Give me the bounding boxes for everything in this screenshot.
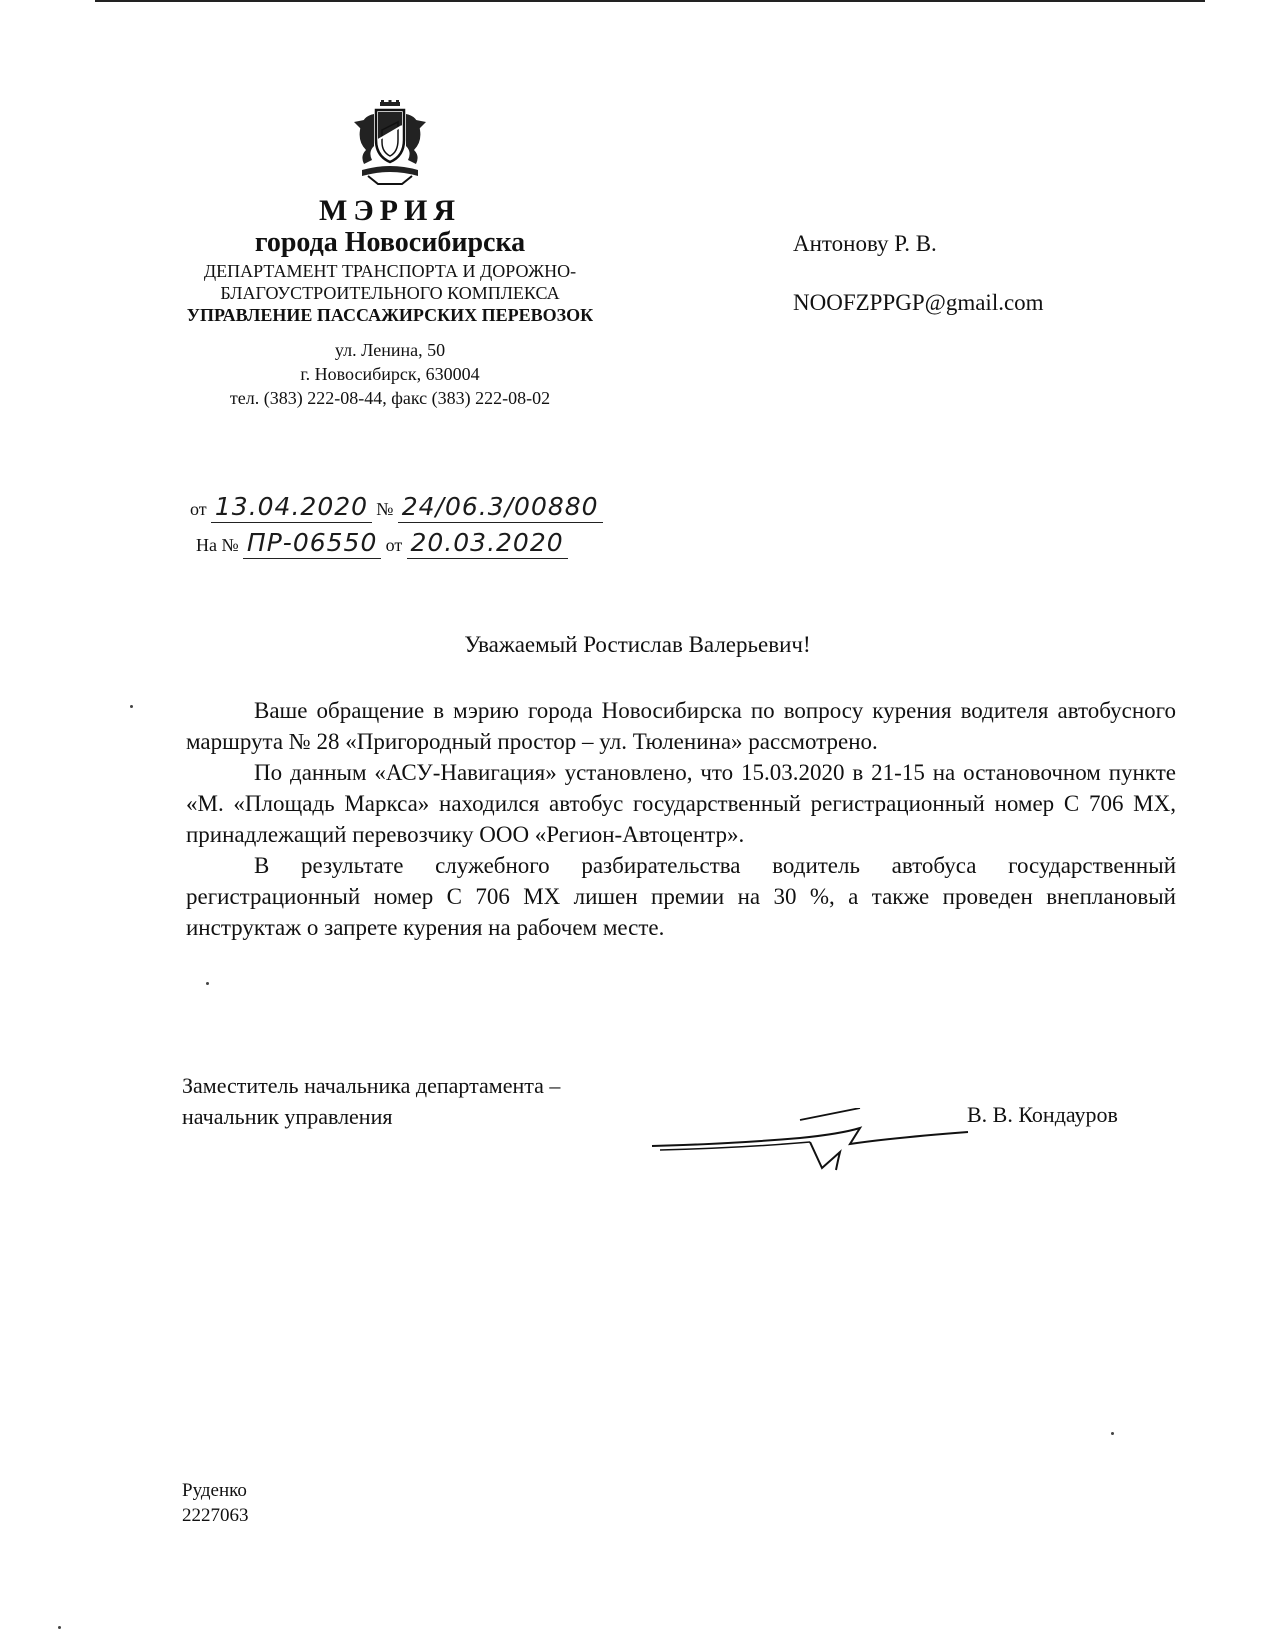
reply-from-label: от [385, 535, 403, 555]
handwritten-signature-icon [650, 1108, 980, 1178]
outgoing-number: 24/06.3/00880 [398, 492, 603, 523]
body-paragraph: В результате служебного разбирательства водитель автобуса государственный регистрационный номер С 706 МХ лишен премии на 30 %, а также проведен внеплановый инструктаж о запрете курения на рабочем месте. [186, 853, 1176, 940]
org-title: МЭРИЯ [319, 194, 461, 227]
footer-executor [182, 1478, 249, 1528]
addressee [793, 228, 1044, 319]
org-unit: УПРАВЛЕНИЕ ПАССАЖИРСКИХ ПЕРЕВОЗОК [186, 305, 594, 325]
address-street: ул. Ленина, 50 [334, 340, 446, 360]
number-label: № [376, 499, 394, 519]
position-line-1: Заместитель начальника департамента – [182, 1073, 561, 1098]
body-paragraph: По данным «АСУ-Навигация» установлено, что 15.03.2020 в 21-15 на остановочном пункте «М. «Площадь Маркса» находился автобус государственный регистрационный номер С 706 МХ, принадлежащий перевозчику ООО «Регион-Автоцентр». [186, 760, 1176, 847]
scan-speck [1111, 1432, 1114, 1435]
position-line-2: начальник управления [182, 1104, 393, 1129]
outgoing-registration [190, 492, 603, 523]
address-city: г. Новосибирск, 630004 [300, 364, 480, 384]
incoming-reference [196, 528, 568, 559]
reply-label: На № [196, 535, 239, 555]
body-paragraph: Ваше обращение в мэрию города Новосибирска по вопросу курения водителя автобусного маршрута № 28 «Пригородный простор – ул. Тюленина» рассмотрено. [186, 698, 1176, 754]
coat-of-arms-icon [348, 100, 432, 186]
scan-speck [58, 1626, 61, 1629]
greeting: Уважаемый Ростислав Валерьевич! [464, 632, 811, 657]
signatory-position [182, 1070, 560, 1132]
letterhead [180, 100, 600, 410]
scan-speck [206, 982, 209, 985]
addressee-name: Антонову Р. В. [793, 231, 937, 256]
executor-phone: 2227063 [182, 1505, 249, 1526]
reply-number: ПР-06550 [243, 528, 381, 559]
scan-speck [130, 705, 133, 708]
address-phone: тел. (383) 222-08-44, факс (383) 222-08-02 [229, 388, 551, 408]
org-city: города Новосибирска [254, 227, 526, 258]
addressee-email: NOOFZPPGP@gmail.com [793, 290, 1044, 315]
org-address [180, 338, 600, 410]
org-department: ДЕПАРТАМЕНТ ТРАНСПОРТА И ДОРОЖНО-БЛАГОУСТРОИТЕЛЬНОГО КОМПЛЕКСА [203, 261, 577, 303]
top-border-line [95, 0, 1205, 2]
reply-date: 20.03.2020 [407, 528, 568, 559]
from-label: от [190, 499, 207, 519]
letter-body [186, 695, 1176, 943]
signatory-name: В. В. Кондауров [967, 1102, 1118, 1127]
outgoing-date: 13.04.2020 [211, 492, 372, 523]
executor-name: Руденко [182, 1480, 247, 1501]
